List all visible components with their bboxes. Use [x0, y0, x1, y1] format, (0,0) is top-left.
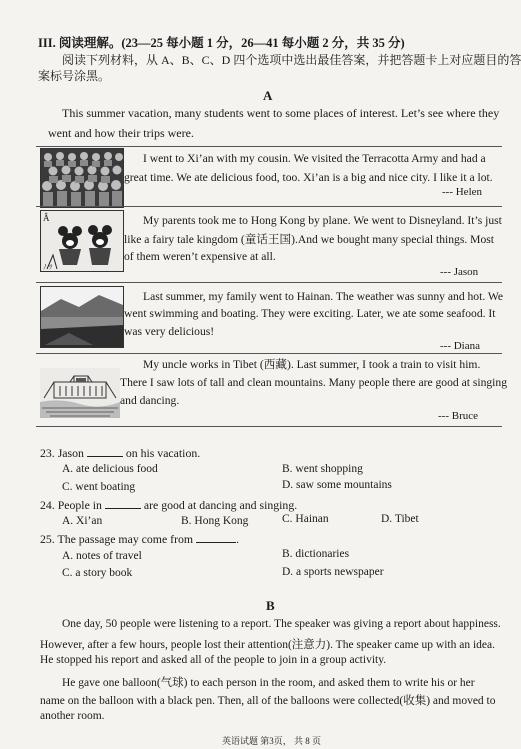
entry-bruce-line2: There I saw lots of tall and clean mountains. Many people there are good at singing [120, 376, 507, 389]
entry-jason-line1: My parents took me to Hong Kong by plane. We went to Disneyland. It’s just [143, 214, 502, 227]
question-24 [40, 498, 297, 513]
question-23-stem-after: on his vacation. [125, 446, 201, 460]
part-b-line2: However, after a few hours, people lost their attention(注意力). The speaker came up with an idea. [40, 639, 496, 651]
answer-blank [87, 446, 123, 457]
question-25-stem-before: 25. The passage may come from [40, 532, 194, 546]
entry-divider [36, 282, 502, 283]
entry-divider [36, 206, 502, 207]
entry-diana-line1: Last summer, my family went to Hainan. The weather was sunny and hot. We [143, 290, 504, 303]
q24-option-d: D. Tibet [381, 513, 419, 525]
svg-text:Â: Â [43, 213, 50, 223]
part-b-line4: He gave one balloon(气球) to each person in the room, and asked them to write his or her [62, 677, 475, 689]
tibet-palace-photo [40, 368, 120, 418]
entry-helen-line1: I went to Xi’an with my cousin. We visited the Terracotta Army and had a [143, 152, 486, 165]
question-23 [40, 446, 200, 461]
question-23-stem-before: 23. Jason [40, 446, 84, 460]
q24-option-b: B. Hong Kong [181, 515, 249, 527]
q23-option-b: B. went shopping [282, 463, 363, 475]
question-25 [40, 532, 239, 547]
entry-diana-signature: --- Diana [440, 340, 481, 352]
q25-option-c: C. a story book [62, 567, 133, 579]
entry-divider [36, 426, 502, 427]
q23-option-c: C. went boating [62, 481, 136, 493]
entry-divider [36, 146, 502, 147]
entry-bruce-signature: --- Bruce [438, 410, 479, 422]
entry-bruce-line1: My uncle works in Tibet (西藏). Last summer, I took a train to visit him. [143, 358, 481, 371]
entry-jason-line2: like a fairy tale kingdom (童话王国).And we bought many special things. Most [124, 233, 494, 246]
entry-helen-line2: great time. We ate delicious food, too. Xi’an is a big and nice city. I like it a lot. [124, 171, 493, 184]
part-a-intro-line1: This summer vacation, many students went to some places of interest. Let’s see where they [62, 106, 500, 120]
q23-option-a: A. ate delicious food [62, 463, 158, 475]
hainan-beach-photo [40, 286, 124, 348]
section-instruction-line1: 阅读下列材料，从 A、B、C、D 四个选项中选出最佳答案，并把答题卡上对应题目的答 [62, 53, 521, 67]
q24-option-c: C. Hainan [282, 513, 329, 525]
terracotta-army-photo [40, 148, 124, 208]
part-b-label: B [266, 598, 275, 613]
svg-text:ﾉ ﾂ: ﾉ ﾂ [43, 263, 53, 271]
part-a-label: A [263, 88, 273, 103]
entry-jason-line3: of them weren’t expensive at all. [124, 250, 276, 263]
part-b-line5: name on the balloon with a black pen. Then, all of the balloons were collected(收集) and moved to [40, 695, 496, 707]
q25-option-b: B. dictionaries [282, 548, 350, 560]
part-b-line1: One day, 50 people were listening to a report. The speaker was giving a report about happiness. [62, 618, 501, 630]
entry-divider [36, 353, 502, 354]
entry-helen-signature: --- Helen [442, 186, 483, 198]
question-24-stem-before: 24. People in [40, 498, 102, 512]
answer-blank [196, 532, 236, 543]
entry-diana-line3: was very delicious! [124, 325, 215, 338]
q25-option-d: D. a sports newspaper [282, 566, 384, 578]
q25-option-a: A. notes of travel [62, 550, 142, 562]
entry-jason-signature: --- Jason [440, 266, 479, 278]
q24-option-a: A. Xi’an [62, 515, 103, 527]
q23-option-d: D. saw some mountains [282, 479, 392, 491]
question-25-stem-after: . [236, 532, 240, 546]
answer-blank [105, 498, 141, 509]
part-a-intro-line2: went and how their trips were. [48, 126, 194, 140]
question-24-stem-after: are good at dancing and singing. [143, 498, 298, 512]
section-instruction-line2: 案标号涂黑。 [38, 69, 111, 83]
part-b-line3: He stopped his report and asked all of the people to join in a group activity. [40, 654, 387, 666]
section-title: III. 阅读理解。(23—25 每小题 1 分，26—41 每小题 2 分，共 35 分) [38, 36, 405, 50]
entry-bruce-line3: and dancing. [120, 394, 180, 407]
entry-diana-line2: went swimming and boating. They were exciting. Later, we ate some seafood. It [124, 307, 496, 320]
disneyland-cartoon-photo [40, 210, 124, 272]
part-b-line6: another room. [40, 710, 105, 722]
page-footer: 英语试题 第3页， 共 8 页 [222, 736, 322, 746]
